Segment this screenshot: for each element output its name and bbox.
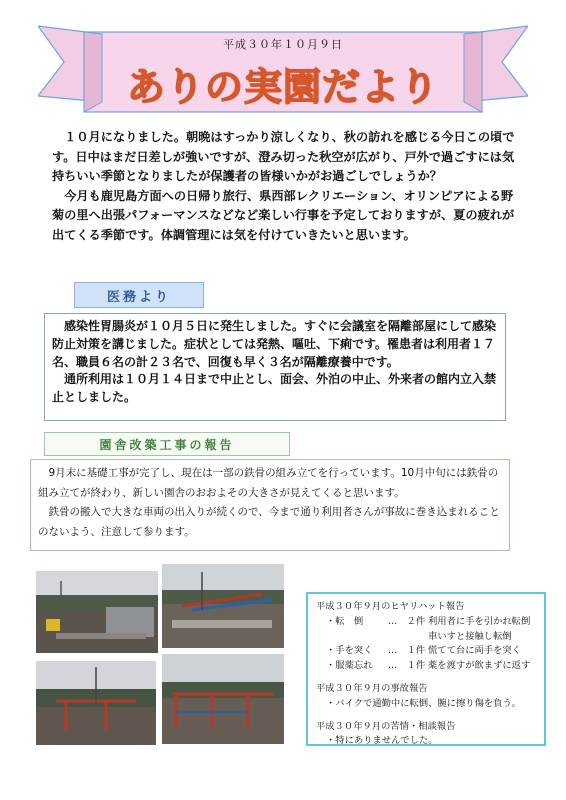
issue-date: 平成３０年１０月９日 <box>223 38 343 51</box>
medical-heading: 医務より <box>74 282 204 308</box>
construction-text <box>38 464 504 542</box>
list-item: ・服薬忘れ … １件 薬を渡すが飲まずに返す <box>326 660 531 672</box>
construction-photo <box>36 661 156 745</box>
accident-title: 平成３０年９月の事故報告 <box>316 682 428 694</box>
complaint-title: 平成３０年９月の苦情・相談報告 <box>316 720 456 732</box>
accident-item: ・バイクで通勤中に転倒、腕に擦り傷を負う。 <box>326 697 522 709</box>
construction-paragraph: 9月末に基礎工事が完了し、現在は一部の鉄骨の組み立てを行っています。10月中旬には鉄骨の組み立てが終わり、新しい園舎のおおよその大きさが見えてくると思います。 <box>38 467 499 499</box>
intro-paragraph: 今月も鹿児島方面への日帰り旅行、県西部レクリエーション、オリンピアによる野菊の里へ出張パフォーマンスなどなど楽しい行事を予定しておりますが、夏の疲れが出てくる季節です。体調管理には気を付けていきたいと思います。 <box>52 188 515 242</box>
medical-paragraph: 感染性胃腸炎が１０月５日に発生しました。すぐに会議室を隔離部屋にして感染防止対策を講じました。症状としては発熱、嘔吐、下痢です。罹患者は利用者１７名、職員６名の計２３名で、回復も早く３名が隔離療養中です。 <box>52 319 497 369</box>
medical-paragraph: 通所利用は１０月１４日まで中止とし、面会、外泊の中止、外来者の館内立入禁止としました。 <box>52 372 497 405</box>
list-item: ・転 倒 … ２件 利用者に手を引かれ転倒 車いすと接触し転倒 <box>326 615 540 642</box>
medical-text <box>52 318 500 407</box>
complaint-item: ・特にありませんでした。 <box>326 735 438 747</box>
intro-paragraph: １０月になりました。朝晩はすっかり涼しくなり、秋の訪れを感じる今日この頃です。日中はまだ日差しが強いですが、澄み切った秋空が広がり、戸外で過ごすには気持ちいい季節となりましたが保護者の皆様いかがお過ごしでしょうか？ <box>52 130 515 183</box>
construction-photo <box>162 654 284 744</box>
construction-heading: 園舎改築工事の報告 <box>44 432 290 456</box>
construction-photo <box>36 571 158 653</box>
intro-text <box>52 128 522 245</box>
construction-photo <box>162 564 284 648</box>
list-item: ・手を突く … １件 慌てて台に両手を突く <box>326 645 521 657</box>
newsletter-title: ありの実園だより <box>126 65 439 109</box>
report-box <box>306 592 546 746</box>
hiyari-title: 平成３０年９月のヒヤリハット報告 <box>316 601 465 612</box>
construction-paragraph: 鉄骨の搬入で大きな車両の出入りが続くので、今まで通り利用者さんが事故に巻き込まれることのないよう、注意して参ります。 <box>38 506 500 538</box>
